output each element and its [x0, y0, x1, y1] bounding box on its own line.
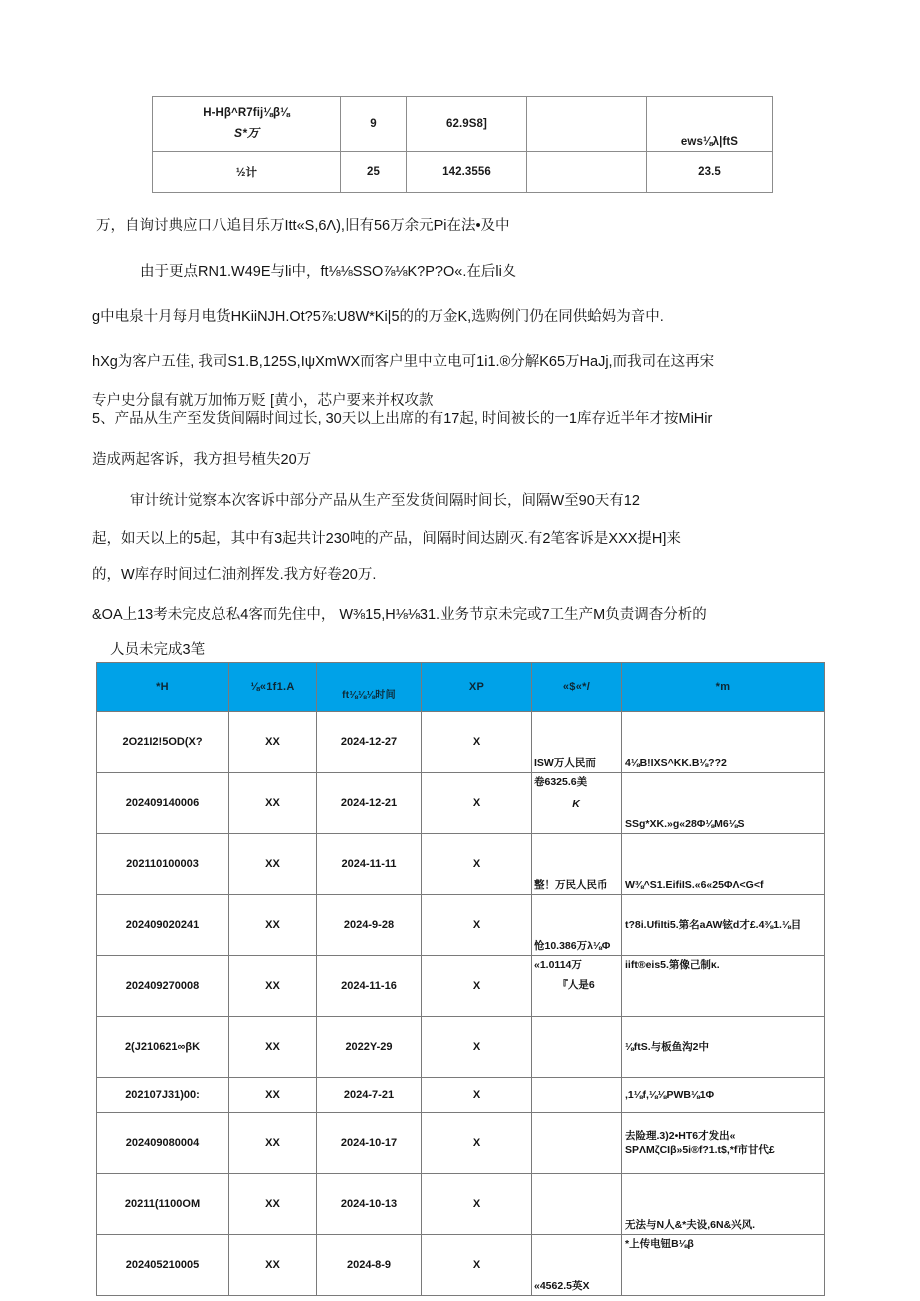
column-header-id[interactable]: [97, 663, 229, 712]
table-row: [97, 1235, 825, 1296]
summary-label-line2: S*万: [234, 126, 259, 140]
column-header-xp-label: XP: [468, 681, 485, 693]
table-row: [97, 1113, 825, 1174]
table-row: [97, 1017, 825, 1078]
complaint-table: [96, 662, 825, 1296]
summary-note-text: ews⅛λ|ftS: [680, 136, 739, 148]
cell-amount-line2: K: [572, 798, 580, 811]
cell-remark: ,1⅛f,⅛⅛PWB⅛1Φ: [622, 1078, 825, 1113]
summary-table: [152, 96, 773, 193]
table-row: [97, 895, 825, 956]
cell-date: 2024-9-28: [317, 895, 422, 956]
table-row: [97, 834, 825, 895]
cell-col4: X: [422, 834, 532, 895]
cell-amount: [532, 773, 622, 834]
cell-remark: *上传电钮B⅛β: [622, 1235, 825, 1296]
cell-remark: 无法与N人&*夫设,6N&兴风.: [622, 1174, 825, 1235]
cell-amount: [532, 1113, 622, 1174]
summary-blank: [527, 97, 647, 152]
cell-id: 202409080004: [97, 1113, 229, 1174]
cell-col4: X: [422, 773, 532, 834]
cell-id: 202409270008: [97, 956, 229, 1017]
table-row: [97, 773, 825, 834]
summary-total-label: ½计: [153, 152, 341, 193]
cell-amount: [532, 1017, 622, 1078]
cell-id: 202110100003: [97, 834, 229, 895]
column-header-date-sublabel: ft⅛⅛⅛时间: [342, 689, 396, 701]
cell-date: 2024-11-16: [317, 956, 422, 1017]
cell-amount: [532, 1078, 622, 1113]
cell-col4: X: [422, 1078, 532, 1113]
paragraph-8: 审计统计觉察本次客诉中部分产品从生产至发货间隔时间长，间隔W至90天有12: [130, 493, 640, 509]
summary-count: 9: [341, 97, 407, 152]
cell-amount: [532, 834, 622, 895]
cell-date: 2024-11-11: [317, 834, 422, 895]
cell-col2: XX: [229, 1235, 317, 1296]
cell-col4: X: [422, 1174, 532, 1235]
cell-id: 202409020241: [97, 895, 229, 956]
cell-amount-line1: ISW万人民而: [534, 756, 596, 769]
column-header-amount[interactable]: [532, 663, 622, 712]
paragraph-9: 起，如天以上的5起，其中有3起共计230吨的产品，间隔时间达剧灭.有2笔客诉是XXX提H]来: [92, 531, 681, 547]
cell-col2: XX: [229, 1078, 317, 1113]
summary-total-amount: 142.3556: [407, 152, 527, 193]
cell-date: 2024-12-27: [317, 712, 422, 773]
paragraph-3: g中电泉十月每月电货HKiiNJH.Ot?5⅞:U8W*Ki|5的的万金K,选购例门仍在同供蛤妈为音中.: [92, 309, 664, 325]
paragraph-12: 人员未完成3笔: [110, 642, 206, 658]
cell-amount: [532, 1235, 622, 1296]
paragraph-5: 专户史分鼠有就万加怖万贬 [黄小，芯户要来并权攻款: [92, 393, 434, 409]
cell-col2: XX: [229, 1113, 317, 1174]
complaint-table-body: [97, 712, 825, 1296]
column-header-amount-label: «$«*/: [562, 681, 591, 693]
cell-amount: [532, 1174, 622, 1235]
table-row: [97, 1078, 825, 1113]
cell-remark: iift®eis5.第像己制κ.: [622, 956, 825, 1017]
cell-date: 2024-10-17: [317, 1113, 422, 1174]
cell-amount-line1: «1.0114万: [534, 959, 582, 971]
cell-date: 2024-12-21: [317, 773, 422, 834]
table-header-row: [97, 663, 825, 712]
paragraph-4: hXg为客户五佳, 我司S1.B,125S,IψXmWX而客户里中立电可1i1.®分解K65万HaJj,而我司在这再宋: [92, 354, 715, 370]
summary-label-line1: H-Hβ^R7fij⅛β⅛: [203, 107, 290, 119]
paragraph-11: &OA上13考未完皮总私4客而先住中， W⅜15,H⅛⅛31.业务节京未完或7工生产M负责调杳分析的: [92, 607, 707, 623]
cell-col4: X: [422, 956, 532, 1017]
table-row: [153, 97, 773, 152]
cell-col2: XX: [229, 773, 317, 834]
column-header-id-label: *H: [156, 681, 169, 693]
table-row: [97, 1174, 825, 1235]
paragraph-10: 的，W库存时间过仁油剂挥发.我方好卷20万.: [92, 567, 377, 583]
cell-amount: [532, 895, 622, 956]
table-row: [97, 956, 825, 1017]
column-header-col2[interactable]: [229, 663, 317, 712]
cell-remark: ⅛ftS.与板鱼沟2中: [622, 1017, 825, 1078]
cell-amount: [532, 712, 622, 773]
paragraph-1: 万，自询讨典应口八追目乐万Itt«S,6Λ),旧有56万余元Pi在法•及中: [96, 218, 510, 234]
column-header-col2-label: ⅛«1f1.A: [250, 681, 295, 693]
cell-remark: t?8i.UfiIti5.第名aAW铉d才£.4⅜1.⅛目: [622, 895, 825, 956]
summary-note: [647, 97, 773, 152]
cell-remark: W⅜^S1.EifiIS.«6«25ΦΛ<G<f: [622, 834, 825, 895]
summary-total-count: 25: [341, 152, 407, 193]
cell-id: 202409140006: [97, 773, 229, 834]
cell-date: 2024-8-9: [317, 1235, 422, 1296]
paragraph-2: 由于更点RN1.W49E与li中，ft⅛⅛SSO⅞⅛K?P?O«.在后li夊: [140, 264, 517, 280]
cell-col4: X: [422, 712, 532, 773]
cell-id: 2O21I2!5OD(X?: [97, 712, 229, 773]
column-header-remark-label: *m: [715, 681, 731, 693]
paragraph-7: 造成两起客诉，我方担号植失20万: [92, 452, 312, 468]
cell-col2: XX: [229, 956, 317, 1017]
summary-label-cell: [153, 97, 341, 152]
summary-total-note: 23.5: [647, 152, 773, 193]
cell-col2: XX: [229, 895, 317, 956]
cell-amount-line2: 『人是6: [557, 979, 595, 992]
cell-amount-line1: 整！万民人民币: [534, 878, 608, 891]
cell-col4: X: [422, 895, 532, 956]
column-header-xp[interactable]: [422, 663, 532, 712]
cell-col2: XX: [229, 834, 317, 895]
cell-date: 2024-10-13: [317, 1174, 422, 1235]
table-row: [153, 152, 773, 193]
cell-id: 202405210005: [97, 1235, 229, 1296]
cell-date: 2022Y-29: [317, 1017, 422, 1078]
cell-id: 2(J210621∞βK: [97, 1017, 229, 1078]
cell-id: 202107J31)00:: [97, 1078, 229, 1113]
cell-amount-line1: 卷6325.6美: [534, 776, 588, 788]
cell-id: 20211(1100OM: [97, 1174, 229, 1235]
cell-remark: 4⅛B!IXS^KK.B⅛??2: [622, 712, 825, 773]
cell-date: 2024-7-21: [317, 1078, 422, 1113]
summary-amount: 62.9S8]: [407, 97, 527, 152]
cell-amount-line1: «4562.5英X: [534, 1279, 590, 1292]
column-header-remark[interactable]: [622, 663, 825, 712]
cell-col2: XX: [229, 1174, 317, 1235]
cell-col4: X: [422, 1113, 532, 1174]
cell-col4: X: [422, 1017, 532, 1078]
cell-remark: SSg*XK.»g«28Φ⅛M6⅛S: [622, 773, 825, 834]
cell-amount: [532, 956, 622, 1017]
cell-remark: 去险理.3)2•HT6才发出« SPΛMζCIβ»5i®f?1.t$,*f市甘代£: [622, 1113, 825, 1174]
cell-col4: X: [422, 1235, 532, 1296]
summary-total-blank: [527, 152, 647, 193]
table-row: [97, 712, 825, 773]
paragraph-6: 5、产品从生产至发货间隔时间过长, 30天以上出席的有17起, 时间被长的一1库存近半年才按MiHir: [92, 411, 713, 427]
cell-amount-line1: 怆10.386万λ⅛Φ: [534, 939, 611, 952]
cell-col2: XX: [229, 712, 317, 773]
cell-col2: XX: [229, 1017, 317, 1078]
column-header-date[interactable]: [317, 663, 422, 712]
